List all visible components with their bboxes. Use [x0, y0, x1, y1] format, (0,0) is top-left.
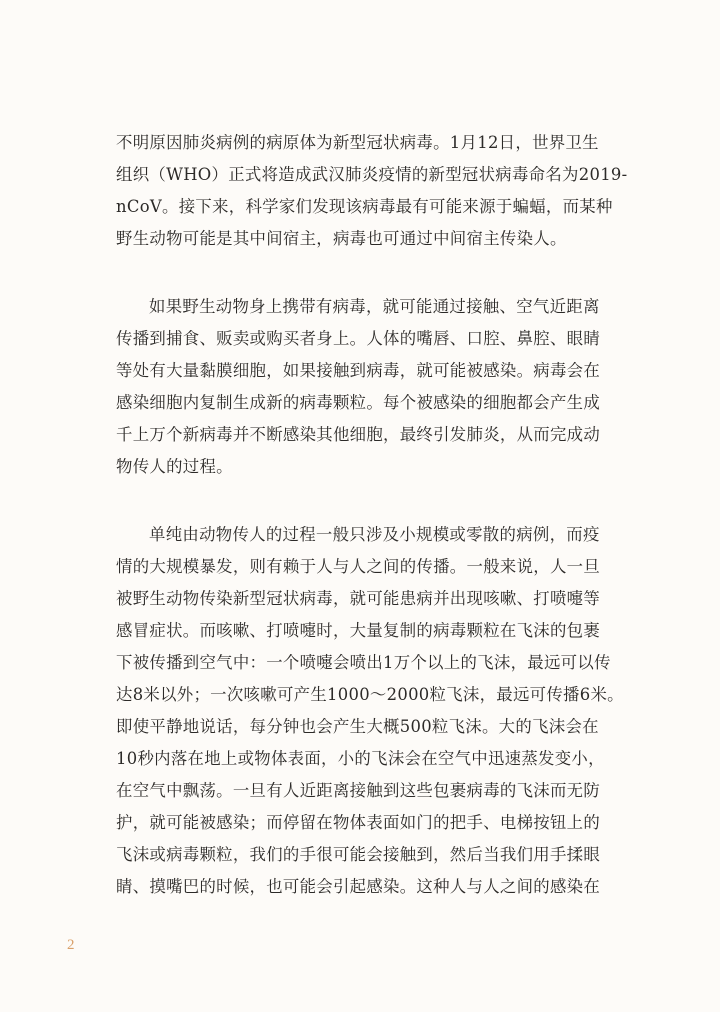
- body-text: [116, 127, 628, 903]
- paragraph-spacer: [116, 255, 608, 291]
- text-line: 传播到捕食、贩卖或购买者身上。人体的嘴唇、口腔、鼻腔、眼睛: [116, 329, 601, 348]
- paragraph-3: [116, 519, 624, 903]
- text-line: 飞沫或病毒颗粒，我们的手很可能会接触到，然后当我们用手揉眼: [116, 845, 601, 864]
- text-line: 睛、摸嘴巴的时候，也可能会引起感染。这种人与人之间的感染在: [116, 877, 601, 896]
- text-line: 组织（WHO）正式将造成武汉肺炎疫情的新型冠状病毒命名为2019-: [116, 165, 628, 184]
- text-line: 下被传播到空气中：一个喷嚏会喷出1万个以上的飞沫，最远可以传: [116, 653, 611, 672]
- paragraph-2: [116, 291, 608, 483]
- text-line: 感染细胞内复制生成新的病毒颗粒。每个被感染的细胞都会产生成: [116, 393, 601, 412]
- text-line: 千上万个新病毒并不断感染其他细胞，最终引发肺炎，从而完成动: [116, 425, 601, 444]
- text-line: 物传人的过程。: [116, 457, 233, 476]
- text-line: 被野生动物传染新型冠状病毒，就可能患病并出现咳嗽、打喷嚏等: [116, 589, 601, 608]
- text-line: 感冒症状。而咳嗽、打喷嚏时，大量复制的病毒颗粒在飞沫的包裹: [116, 621, 601, 640]
- text-line: 等处有大量黏膜细胞，如果接触到病毒，就可能被感染。病毒会在: [116, 361, 601, 380]
- text-line: 在空气中飘荡。一旦有人近距离接触到这些包裹病毒的飞沫而无防: [116, 781, 601, 800]
- text-line: 单纯由动物传人的过程一般只涉及小规模或零散的病例，而疫: [149, 525, 600, 544]
- text-line: 情的大规模暴发，则有赖于人与人之间的传播。一般来说，人一旦: [116, 557, 601, 576]
- text-line: nCoV。接下来，科学家们发现该病毒最有可能来源于蝙蝠，而某种: [116, 197, 613, 216]
- paragraph-spacer: [116, 483, 608, 519]
- page-number: 2: [67, 937, 75, 953]
- text-line: 不明原因肺炎病例的病原体为新型冠状病毒。1月12日，世界卫生: [116, 133, 599, 152]
- text-line: 达8米以外；一次咳嗽可产生1000～2000粒飞沫，最远可传播6米。: [116, 685, 624, 704]
- text-line: 10秒内落在地上或物体表面，小的飞沫会在空气中迅速蒸发变小，: [116, 749, 605, 768]
- paragraph-1: [116, 127, 628, 255]
- text-line: 野生动物可能是其中间宿主，病毒也可通过中间宿主传染人。: [116, 229, 567, 248]
- text-line: 即使平静地说话，每分钟也会产生大概500粒飞沫。大的飞沫会在: [116, 717, 599, 736]
- text-line: 护，就可能被感染；而停留在物体表面如门的把手、电梯按钮上的: [116, 813, 601, 832]
- text-line: 如果野生动物身上携带有病毒，就可能通过接触、空气近距离: [149, 297, 600, 316]
